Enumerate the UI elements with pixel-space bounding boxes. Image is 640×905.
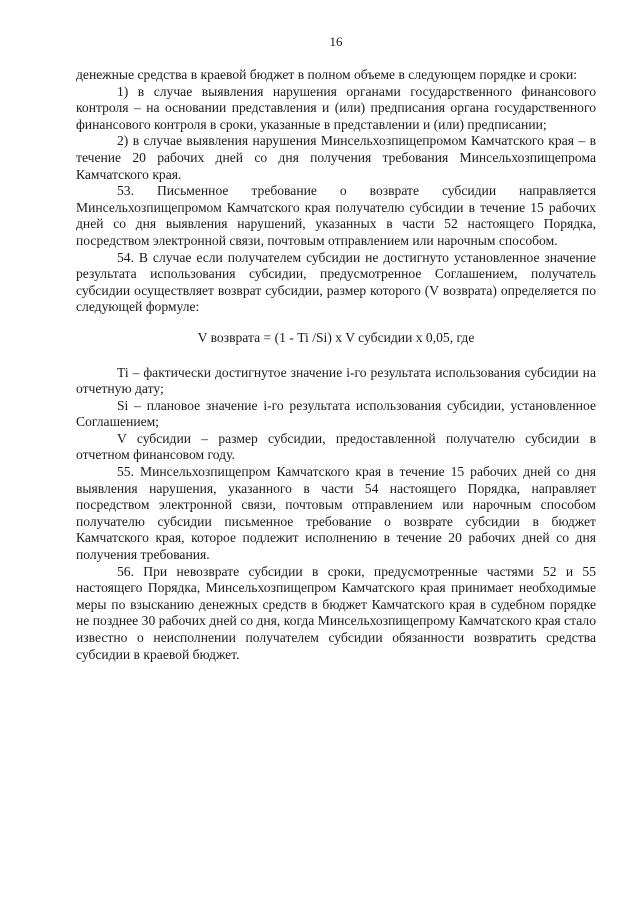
document-body [76,67,596,663]
formula: V возврата = (1 - Ti /Si) x V субсидии x 0,05, где [197,329,475,345]
paragraph-56: 56. При невозврате субсидии в сроки, предусмотренные частями 52 и 55 настоящего Порядка, Минсельхозпищепром Камчатского края принимает необходимые меры по взысканию денежных средств в бюджет Камчатского края в судебном порядке не позднее 30 рабочих дней со дня, когда Минсельхозпищепрому Камчатского края стало известно о неисполнении получателем субсидии обязанности возвратить средства субсидии в краевой бюджет. [76,563,596,662]
definition-si: Si – плановое значение i-го результата использования субсидии, установленное Соглашением; [76,397,596,430]
definition-ti: Ti – фактически достигнутое значение i-го результата использования субсидии на отчетную дату; [76,364,596,397]
paragraph-54: 54. В случае если получателем субсидии не достигнуто установленное значение результата использования субсидии, предусмотренное Соглашением, получатель субсидии осуществляет возврат субсидии, размер которого (V возврата) определяется по следующей формуле: [76,249,596,315]
paragraph-53: 53. Письменное требование о возврате субсидии направляется Минсельхозпищепромом Камчатского края получателю субсидии в течение 15 рабочих дней со дня выявления нарушений, указанных в части 52 настоящего Порядка, посредством электронной связи, почтовым отправлением или нарочным способом. [76,183,596,248]
definition-v-subsidy: V субсидии – размер субсидии, предоставленной получателю субсидии в отчетном финансовом году. [76,430,596,463]
paragraph-item-2: 2) в случае выявления нарушения Минсельхозпищепромом Камчатского края – в течение 20 рабочих дней со дня получения требования Минсельхозпищепрома Камчатского края. [76,133,596,182]
paragraph-55: 55. Минсельхозпищепром Камчатского края в течение 15 рабочих дней со дня выявления нарушения, указанного в части 54 настоящего Порядка, направляет посредством электронной связи, почтовым отправлением или нарочным способом получателю субсидии письменное требование о возврате субсидии в бюджет Камчатского края, которое подлежит исполнению в течение 20 рабочих дней со дня получения требования. [76,464,596,563]
page-number: 16 [329,34,343,49]
paragraph-item-1: 1) в случае выявления нарушения органами государственного финансового контроля – на основании представления и (или) предписания органа государственного финансового контроля в сроки, указанные в представлении и (или) предписании; [76,83,596,132]
paragraph-continuation: денежные средства в краевой бюджет в полном объеме в следующем порядке и сроки: [76,67,578,82]
